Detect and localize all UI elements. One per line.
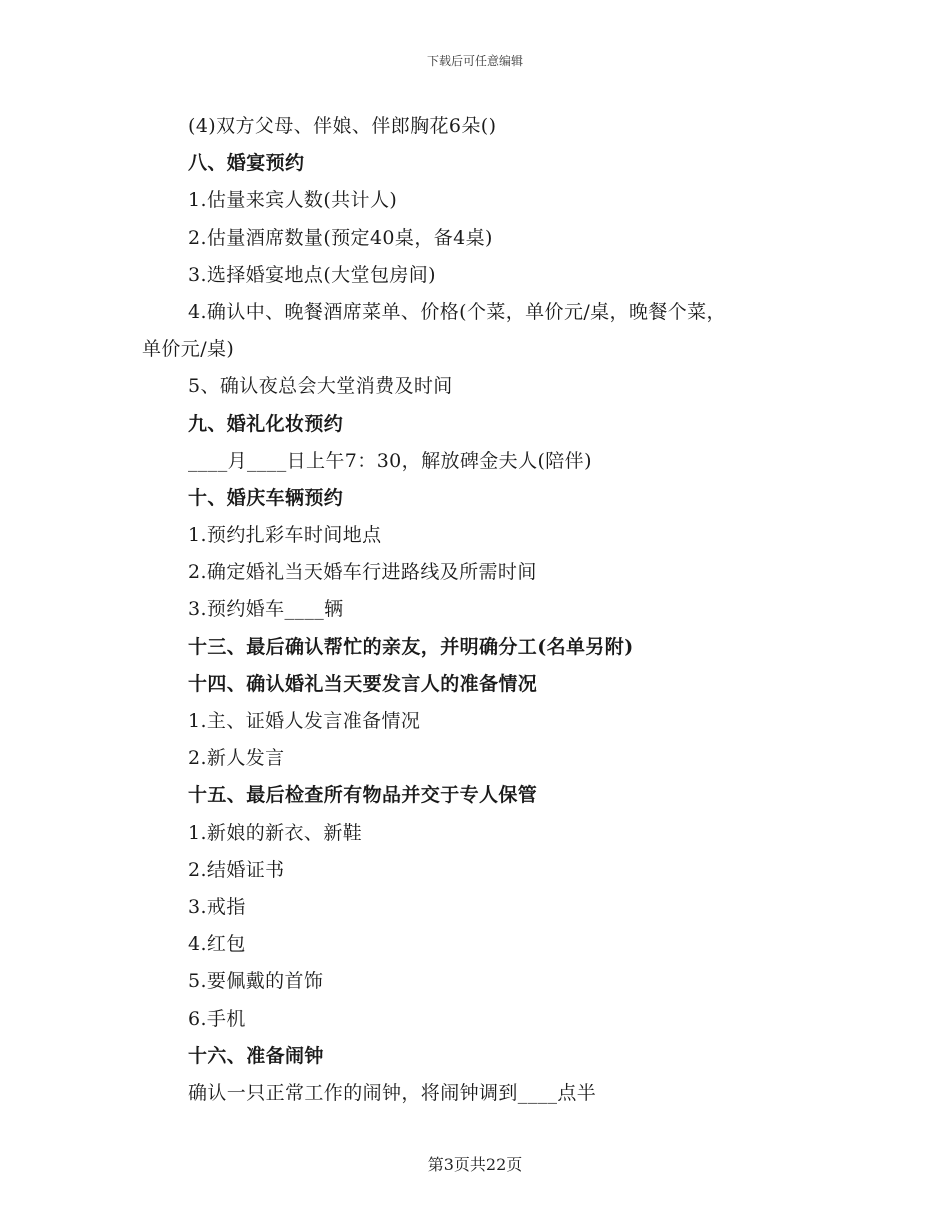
- body-text-line: 3.预约婚车____辆: [188, 598, 344, 621]
- body-text-line: 1.预约扎彩车时间地点: [188, 524, 382, 547]
- body-text-line: 6.手机: [188, 1007, 246, 1030]
- body-text-line: 1.新娘的新衣、新鞋: [188, 821, 363, 844]
- section-heading: 十、婚庆车辆预约: [188, 486, 344, 509]
- section-heading: 十三、最后确认帮忙的亲友，并明确分工(名单另附): [188, 635, 634, 658]
- body-text-line: 4.确认中、晚餐酒席菜单、价格(个菜，单价元/桌，晚餐个菜，: [188, 300, 726, 323]
- body-text-line: (4)双方父母、伴娘、伴郎胸花6朵(): [188, 115, 497, 137]
- body-text-line: 2.估量酒席数量(预定40桌，备4桌): [188, 226, 493, 249]
- section-heading: 八、婚宴预约: [188, 152, 305, 175]
- body-text-line: 2.结婚证书: [188, 858, 285, 881]
- body-text-line: 3.选择婚宴地点(大堂包房间): [188, 263, 436, 286]
- section-heading: 九、婚礼化妆预约: [188, 412, 344, 435]
- body-text-line: 1.主、证婚人发言准备情况: [188, 710, 421, 732]
- body-text-line: 4.红包: [188, 933, 246, 956]
- body-text-line: 3.戒指: [188, 895, 246, 918]
- body-text-line: 确认一只正常工作的闹钟，将闹钟调到____点半: [188, 1081, 597, 1104]
- body-text-line: 1.估量来宾人数(共计人): [188, 189, 398, 212]
- body-text-line: 2.新人发言: [188, 747, 285, 770]
- body-text-line: 2.确定婚礼当天婚车行进路线及所需时间: [188, 561, 537, 584]
- document-body: [142, 108, 802, 1112]
- body-text-line: 5.要佩戴的首饰: [188, 970, 324, 993]
- section-heading: 十四、确认婚礼当天要发言人的准备情况: [188, 672, 538, 695]
- body-text-line: ____月____日上午7：30，解放碑金夫人(陪伴): [188, 449, 592, 472]
- section-heading: 十五、最后检查所有物品并交于专人保管: [188, 784, 538, 807]
- page-header: 下载后可任意编辑: [426, 54, 523, 68]
- section-heading: 十六、准备闹钟: [188, 1044, 324, 1067]
- body-text-line: 5、确认夜总会大堂消费及时间: [188, 375, 453, 398]
- page-footer: 第3页共22页: [427, 1155, 523, 1174]
- body-text-line: 单价元/桌): [142, 338, 235, 361]
